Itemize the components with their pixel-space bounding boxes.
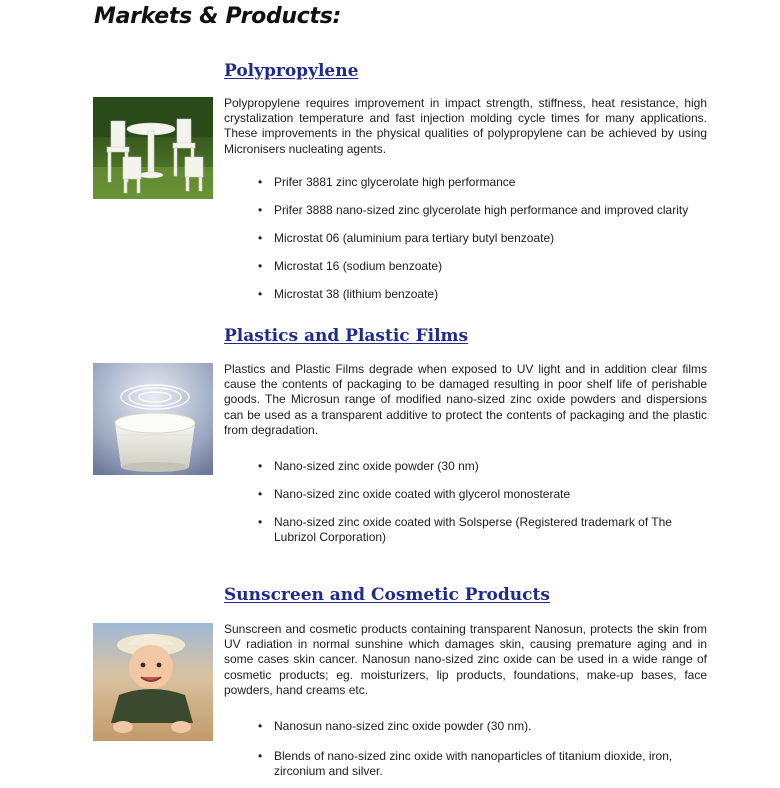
child-in-sunhat-photo [93, 623, 213, 741]
bullet-list-sunscreen [258, 719, 710, 779]
plastic-containers-photo [93, 363, 213, 475]
section-text-plastics: Plastics and Plastic Films degrade when exposed to UV light and in addition clear films cause the contents of packaging to be damaged resulting in poor shelf life of perishable goods. The Microsun range of modified nano-sized zinc oxide powders and dispersions can be used as a transparent additive to protect the contents of packaging and the plastic from degradation. [224, 362, 707, 437]
section-heading-plastics: Plastics and Plastic Films [224, 326, 469, 346]
section-heading-polypropylene: Polypropylene [224, 61, 359, 81]
page-title: Markets & Products: [94, 4, 342, 29]
list-item: • Nano-sized zinc oxide powder (30 nm) [258, 459, 710, 474]
section-text-sunscreen: Sunscreen and cosmetic products containing transparent Nanosun, protects the skin from UV radiation in normal sunshine which damages skin, causing premature aging and in some cases skin cancer. Nanosun nano-sized zinc oxide can be used in a wide range of cosmetic products; eg. moisturizers, lip products, foundations, make-up bases, face powders, hand creams etc. [224, 622, 707, 697]
list-item: • Prifer 3881 zinc glycerolate high performance [258, 175, 710, 190]
section-heading-sunscreen: Sunscreen and Cosmetic Products [224, 585, 550, 605]
list-item: • Microstat 38 (lithium benzoate) [258, 287, 710, 302]
list-item: • Microstat 06 (aluminium para tertiary butyl benzoate) [258, 231, 710, 246]
bullet-list-polypropylene [258, 175, 710, 302]
list-item: • Nano-sized zinc oxide coated with glycerol monosterate [258, 487, 710, 502]
bullet-list-plastics [258, 459, 710, 545]
list-item: • Nano-sized zinc oxide coated with Solsperse (Registered trademark of The Lubrizol Corporation) [258, 515, 710, 545]
section-text-polypropylene: Polypropylene requires improvement in impact strength, stiffness, heat resistance, high crystalization temperature and fast injection molding cycle times for many applications. These improvements in the physical qualities of polypropylene can be achieved by using Micronisers nucleating agents. [224, 96, 707, 156]
list-item: • Nanosun nano-sized zinc oxide powder (30 nm). [258, 719, 710, 734]
list-item: • Prifer 3888 nano-sized zinc glycerolate high performance and improved clarity [258, 203, 710, 218]
patio-furniture-photo [93, 97, 213, 199]
list-item: • Blends of nano-sized zinc oxide with nanoparticles of titanium dioxide, iron, zirconium and silver. [258, 749, 710, 779]
list-item: • Microstat 16 (sodium benzoate) [258, 259, 710, 274]
